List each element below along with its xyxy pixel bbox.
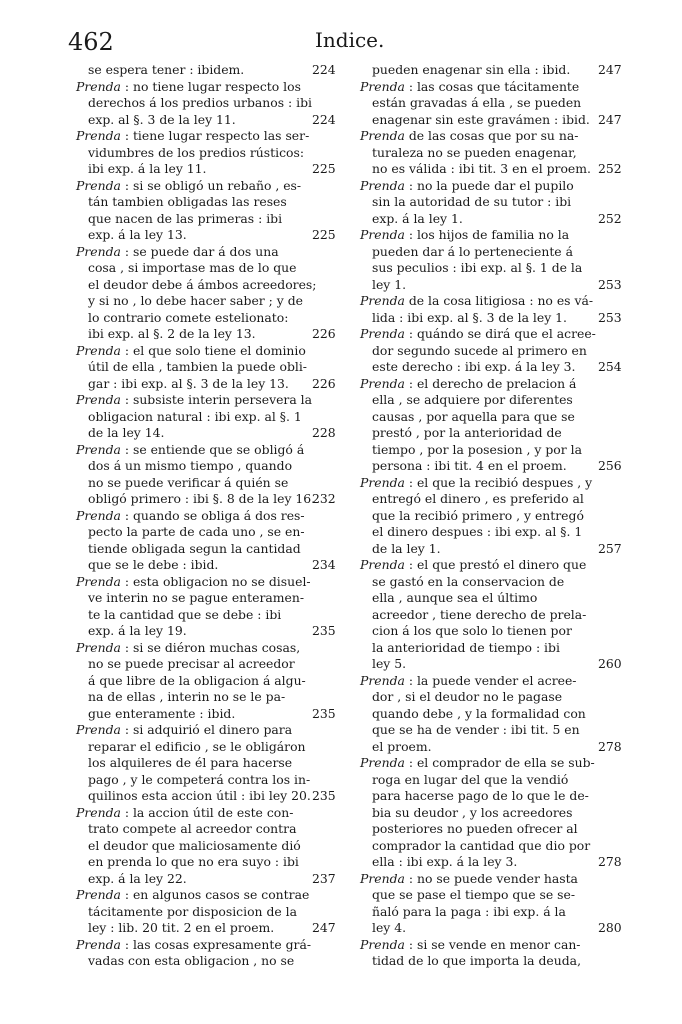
entry-line: pecto la parte de cada uno , se en- bbox=[88, 524, 305, 539]
index-entry bbox=[76, 573, 336, 640]
index-entry bbox=[360, 672, 622, 756]
entry-line: gue enteramente : ibid. bbox=[88, 705, 236, 721]
entry-line: no se puede precisar al acreedor bbox=[88, 656, 295, 671]
entry-keyword: Prenda bbox=[360, 128, 405, 143]
entry-line: causas , por aquella para que se bbox=[372, 408, 575, 424]
entry-line: Prenda : quando se obliga á dos res- bbox=[76, 507, 305, 523]
entry-line: que se ha de vender : ibi tit. 5 en bbox=[372, 722, 580, 737]
entry-keyword: Prenda bbox=[360, 326, 405, 341]
entry-line: entregó el dinero , es preferido al bbox=[372, 491, 584, 506]
entry-page-ref: 257 bbox=[598, 540, 622, 556]
entry-line: sus peculios : ibi exp. al §. 1 de la bbox=[372, 260, 583, 275]
entry-keyword: Prenda bbox=[360, 672, 405, 688]
entry-line: ella , aunque sea el último bbox=[372, 590, 538, 605]
entry-line: la anterioridad de tiempo : ibi bbox=[372, 639, 560, 655]
entry-line: cosa , si importase mas de lo que bbox=[88, 260, 297, 275]
entry-line: de la ley 14. bbox=[88, 425, 165, 440]
entry-page-ref: 235 bbox=[312, 788, 336, 803]
entry-page-ref: 252 bbox=[598, 210, 622, 226]
entry-page-ref: 226 bbox=[312, 326, 336, 341]
entry-page-ref: 232 bbox=[312, 491, 336, 506]
entry-line: trato compete al acreedor contra bbox=[88, 821, 297, 836]
entry-line: derechos á los predios urbanos : ibi bbox=[88, 95, 313, 110]
entry-keyword: Prenda bbox=[76, 936, 121, 952]
entry-line: Prenda : el que prestó el dinero que bbox=[360, 557, 587, 572]
entry-line: Prenda : el comprador de ella se sub- bbox=[360, 755, 595, 770]
entry-keyword: Prenda bbox=[360, 557, 405, 572]
entry-line: te la cantidad que se debe : ibi bbox=[88, 606, 282, 622]
entry-line: Prenda : las cosas que tácitamente bbox=[360, 78, 580, 94]
entry-line: Prenda : la puede vender el acree- bbox=[360, 672, 577, 688]
entry-line: que nacen de las primeras : ibi bbox=[88, 210, 283, 226]
entry-line: sin la autoridad de su tutor : ibi bbox=[372, 194, 572, 209]
entry-line: Prenda : no tiene lugar respecto los bbox=[76, 78, 301, 94]
entry-line: dor , si el deudor no le pagase bbox=[372, 689, 563, 704]
index-entry bbox=[76, 804, 336, 888]
entry-line: enagenar sin este gravámen : ibid. bbox=[372, 111, 590, 127]
entry-line: Prenda : tiene lugar respecto las ser- bbox=[76, 128, 310, 143]
index-entry bbox=[360, 755, 622, 871]
index-column-right bbox=[360, 62, 622, 970]
entry-line: exp. al §. 3 de la ley 11. bbox=[88, 111, 236, 127]
entry-line: pago , y le competerá contra los in- bbox=[88, 771, 311, 787]
entry-line: exp. á la ley 13. bbox=[88, 227, 187, 242]
entry-page-ref: 252 bbox=[598, 161, 622, 176]
index-entry bbox=[360, 227, 622, 293]
entry-line: ibi exp. á la ley 11. bbox=[88, 161, 207, 176]
entry-line: Prenda : si se obligó un rebaño , es- bbox=[76, 177, 302, 193]
entry-line: tiende obligada segun la cantidad bbox=[88, 540, 301, 556]
entry-line: Prenda : si adquirió el dinero para bbox=[76, 722, 293, 737]
entry-line: ley 5. bbox=[372, 656, 407, 671]
entry-line: de la ley 1. bbox=[372, 540, 441, 556]
entry-line: Prenda : no se puede vender hasta bbox=[360, 870, 578, 886]
entry-line: á que libre de la obligacion á algu- bbox=[88, 672, 306, 688]
entry-line: ella : ibi exp. á la ley 3. bbox=[372, 854, 518, 869]
index-entry bbox=[360, 293, 622, 326]
entry-line: ve interin no se pague enteramen- bbox=[88, 590, 305, 605]
index-entry bbox=[76, 441, 336, 508]
entry-line: que se pase el tiempo que se se- bbox=[372, 887, 576, 902]
entry-line: para hacerse pago de lo que le de- bbox=[372, 788, 589, 803]
entry-line: tiempo , por la posesion , y por la bbox=[372, 441, 582, 457]
entry-line: ley 4. bbox=[372, 920, 407, 935]
entry-keyword: Prenda bbox=[76, 243, 121, 259]
entry-line: el proem. bbox=[372, 738, 432, 754]
entry-line: ley 1. bbox=[372, 276, 407, 292]
entry-line: y si no , lo debe hacer saber ; y de bbox=[88, 293, 303, 308]
index-entry bbox=[76, 639, 336, 723]
index-entry bbox=[76, 243, 336, 343]
entry-keyword: Prenda bbox=[360, 78, 405, 94]
entry-page-ref: 278 bbox=[598, 738, 622, 754]
entry-page-ref: 226 bbox=[312, 375, 336, 391]
entry-line: este derecho : ibi exp. á la ley 3. bbox=[372, 359, 576, 374]
entry-line: Prenda de las cosas que por su na- bbox=[360, 128, 579, 143]
index-entry bbox=[360, 78, 622, 129]
entry-page-ref: 253 bbox=[598, 309, 622, 325]
entry-line: Prenda : los hijos de familia no la bbox=[360, 227, 570, 242]
entry-line: que la recibió primero , y entregó bbox=[372, 507, 584, 523]
index-entry bbox=[76, 507, 336, 574]
entry-keyword: Prenda bbox=[76, 78, 121, 94]
entry-page-ref: 253 bbox=[598, 276, 622, 292]
entry-page-ref: 247 bbox=[312, 920, 336, 935]
entry-line: posteriores no pueden ofrecer al bbox=[372, 821, 578, 836]
entry-line: ley : lib. 20 tit. 2 en el proem. bbox=[88, 920, 275, 935]
index-entry bbox=[360, 375, 622, 475]
entry-keyword: Prenda bbox=[76, 128, 121, 143]
entry-page-ref: 225 bbox=[312, 161, 336, 176]
entry-line: en prenda lo que no era suyo : ibi bbox=[88, 854, 299, 869]
entry-line: exp. á la ley 22. bbox=[88, 870, 187, 886]
entry-line: Prenda : quándo se dirá que el acree- bbox=[360, 326, 596, 341]
index-entry bbox=[360, 128, 622, 178]
page-number: 462 bbox=[68, 28, 114, 56]
entry-line: útil de ella , tambien la puede obli- bbox=[88, 359, 307, 374]
entry-keyword: Prenda bbox=[76, 507, 121, 523]
entry-line: pueden enagenar sin ella : ibid. bbox=[372, 62, 571, 77]
entry-keyword: Prenda bbox=[76, 573, 121, 589]
entry-line: bia su deudor , y los acreedores bbox=[372, 804, 573, 820]
entry-line: ñaló para la paga : ibi exp. á la bbox=[372, 903, 566, 919]
entry-line: no es válida : ibi tit. 3 en el proem. bbox=[372, 161, 591, 176]
entry-line: quando debe , y la formalidad con bbox=[372, 705, 586, 721]
entry-line: Prenda : la accion útil de este con- bbox=[76, 804, 294, 820]
entry-page-ref: 278 bbox=[598, 854, 622, 869]
entry-keyword: Prenda bbox=[360, 755, 405, 770]
entry-page-ref: 256 bbox=[598, 458, 622, 473]
index-entry bbox=[76, 78, 336, 129]
index-entry bbox=[76, 62, 336, 79]
entry-line: quilinos esta accion útil : ibi ley 20. bbox=[88, 788, 311, 803]
entry-keyword: Prenda bbox=[360, 936, 405, 952]
index-column-left bbox=[76, 62, 336, 970]
entry-line: Prenda : las cosas expresamente grá- bbox=[76, 936, 312, 952]
entry-line: que se le debe : ibid. bbox=[88, 557, 219, 572]
entry-line: obligacion natural : ibi exp. al §. 1 bbox=[88, 408, 302, 424]
entry-line: Prenda : si se vende en menor can- bbox=[360, 936, 581, 952]
entry-line: pueden dar á lo perteneciente á bbox=[372, 243, 573, 259]
index-entry bbox=[360, 870, 622, 937]
entry-line: el deudor debe á ámbos acreedores; bbox=[88, 276, 317, 292]
entry-line: roga en lugar del que la vendió bbox=[372, 771, 569, 787]
entry-line: exp. á la ley 19. bbox=[88, 623, 187, 638]
entry-line: cion á los que solo lo tienen por bbox=[372, 623, 572, 638]
entry-line: obligó primero : ibi §. 8 de la ley 16. bbox=[88, 491, 316, 506]
entry-page-ref: 280 bbox=[598, 920, 622, 935]
entry-line: turaleza no se pueden enagenar, bbox=[372, 144, 577, 160]
entry-keyword: Prenda bbox=[360, 227, 405, 242]
entry-keyword: Prenda bbox=[360, 870, 405, 886]
entry-line: Prenda : en algunos casos se contrae bbox=[76, 887, 310, 902]
index-entry bbox=[76, 722, 336, 805]
entry-line: vadas con esta obligacion , no se bbox=[88, 953, 295, 968]
index-entry bbox=[76, 342, 336, 393]
entry-line: lo contrario comete estelionato: bbox=[88, 309, 289, 325]
entry-line: Prenda : no la puede dar el pupilo bbox=[360, 177, 574, 193]
entry-keyword: Prenda bbox=[360, 177, 405, 193]
entry-page-ref: 247 bbox=[598, 111, 622, 127]
entry-line: reparar el edificio , se le obligáron bbox=[88, 738, 306, 754]
entry-keyword: Prenda bbox=[76, 441, 121, 457]
entry-line: gar : ibi exp. al §. 3 de la ley 13. bbox=[88, 375, 289, 391]
entry-line: vidumbres de los predios rústicos: bbox=[88, 144, 305, 160]
entry-page-ref: 247 bbox=[598, 62, 622, 77]
entry-page-ref: 237 bbox=[312, 870, 336, 886]
entry-page-ref: 235 bbox=[312, 705, 336, 721]
entry-line: dos á un mismo tiempo , quando bbox=[88, 458, 293, 473]
entry-line: prestó , por la anterioridad de bbox=[372, 425, 562, 440]
entry-line: Prenda de la cosa litigiosa : no es vá- bbox=[360, 293, 594, 308]
index-entry bbox=[76, 392, 336, 442]
index-entry bbox=[360, 62, 622, 79]
entry-page-ref: 228 bbox=[312, 425, 336, 440]
entry-page-ref: 224 bbox=[312, 62, 336, 77]
entry-line: están gravadas á ella , se pueden bbox=[372, 95, 582, 110]
running-head: Indice. bbox=[315, 28, 385, 52]
entry-line: ibi exp. al §. 2 de la ley 13. bbox=[88, 326, 256, 341]
entry-line: lida : ibi exp. al §. 3 de la ley 1. bbox=[372, 309, 567, 325]
entry-line: Prenda : se puede dar á dos una bbox=[76, 243, 279, 259]
entry-page-ref: 234 bbox=[312, 557, 336, 572]
entry-line: acreedor , tiene derecho de prela- bbox=[372, 606, 587, 622]
entry-page-ref: 224 bbox=[312, 111, 336, 127]
index-entry bbox=[76, 128, 336, 178]
entry-line: na de ellas , interin no se le pa- bbox=[88, 689, 286, 704]
entry-line: Prenda : el que la recibió despues , y bbox=[360, 474, 593, 490]
entry-line: tidad de lo que importa la deuda, bbox=[372, 953, 582, 968]
entry-page-ref: 260 bbox=[598, 656, 622, 671]
entry-keyword: Prenda bbox=[360, 474, 405, 490]
entry-line: Prenda : el derecho de prelacion á bbox=[360, 375, 577, 391]
entry-line: comprador la cantidad que dio por bbox=[372, 837, 591, 853]
index-entry bbox=[76, 937, 326, 970]
entry-line: tán tambien obligadas las reses bbox=[88, 194, 287, 209]
index-entry bbox=[76, 177, 336, 244]
entry-keyword: Prenda bbox=[76, 887, 121, 902]
entry-keyword: Prenda bbox=[76, 177, 121, 193]
entry-keyword: Prenda bbox=[76, 722, 121, 737]
entry-keyword: Prenda bbox=[360, 293, 405, 308]
entry-keyword: Prenda bbox=[76, 639, 121, 655]
entry-line: el deudor que maliciosamente dió bbox=[88, 837, 301, 853]
index-entry bbox=[360, 326, 622, 376]
entry-line: Prenda : subsiste interin persevera la bbox=[76, 392, 313, 407]
entry-line: dor segundo sucede al primero en bbox=[372, 342, 587, 358]
index-entry bbox=[76, 887, 336, 937]
entry-keyword: Prenda bbox=[76, 804, 121, 820]
entry-line: el dinero despues : ibi exp. al §. 1 bbox=[372, 524, 583, 539]
entry-page-ref: 235 bbox=[312, 623, 336, 638]
entry-keyword: Prenda bbox=[360, 375, 405, 391]
entry-line: Prenda : esta obligacion no se disuel- bbox=[76, 573, 311, 589]
entry-line: no se puede verificar á quién se bbox=[88, 474, 289, 490]
entry-line: los alquileres de él para hacerse bbox=[88, 755, 293, 770]
entry-line: Prenda : si se diéron muchas cosas, bbox=[76, 639, 301, 655]
index-entry bbox=[360, 177, 622, 228]
entry-line: Prenda : el que solo tiene el dominio bbox=[76, 342, 306, 358]
index-entry bbox=[360, 557, 622, 673]
entry-keyword: Prenda bbox=[76, 392, 121, 407]
entry-line: ella , se adquiere por diferentes bbox=[372, 392, 573, 407]
entry-keyword: Prenda bbox=[76, 342, 121, 358]
entry-page-ref: 254 bbox=[598, 359, 622, 374]
entry-line: se espera tener : ibidem. bbox=[88, 62, 245, 77]
entry-line: Prenda : se entiende que se obligó á bbox=[76, 441, 305, 457]
entry-page-ref: 225 bbox=[312, 227, 336, 242]
entry-line: tácitamente por disposicion de la bbox=[88, 903, 298, 919]
entry-line: persona : ibi tit. 4 en el proem. bbox=[372, 458, 567, 473]
entry-line: se gastó en la conservacion de bbox=[372, 573, 565, 589]
index-entry bbox=[360, 474, 622, 558]
index-entry bbox=[360, 937, 610, 970]
entry-line: exp. á la ley 1. bbox=[372, 210, 463, 226]
